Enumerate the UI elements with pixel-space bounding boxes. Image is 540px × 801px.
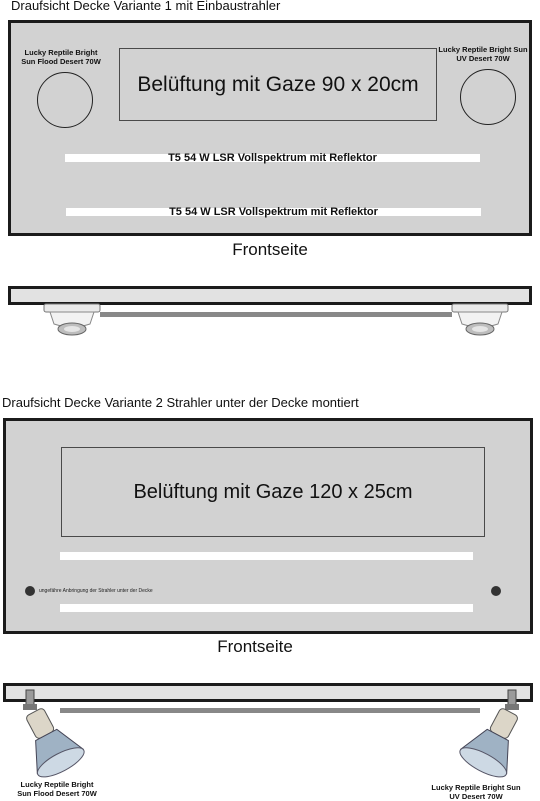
v2-lamp-left-line2: Sun Flood Desert 70W <box>17 789 97 798</box>
variant1-side-tube <box>100 312 452 317</box>
variant1-recessed-lamp-left-icon <box>44 304 100 338</box>
tube-1-label: T5 54 W LSR Vollspektrum mit Reflektor <box>168 152 377 164</box>
variant2-spot-note: ungefähre Anbringung der Strahler unter der Decke <box>39 588 153 594</box>
variant2-top-view-panel <box>3 418 533 634</box>
variant2-spot-left-marker <box>25 586 35 596</box>
variant1-front-label: Frontseite <box>232 240 308 259</box>
variant1-caption: Draufsicht Decke Variante 1 mit Einbaustrahler <box>11 0 281 13</box>
variant1-recessed-lamp-right-icon <box>452 304 508 338</box>
variant2-lamp-right-label <box>420 783 532 801</box>
variant2-spot-right-marker <box>491 586 501 596</box>
lamp-left-line1: Lucky Reptile Bright <box>24 48 98 57</box>
variant2-tube-2 <box>60 604 473 612</box>
v2-lamp-right-line1: Lucky Reptile Bright Sun <box>431 783 521 792</box>
lamp-right-line1: Lucky Reptile Bright Sun <box>438 45 528 54</box>
variant1-lamp-right-cutout <box>460 69 516 125</box>
variant2-tube-1 <box>60 552 473 560</box>
variant2-spot-lamp-left-icon <box>12 690 92 780</box>
tube-2-label: T5 54 W LSR Vollspektrum mit Reflektor <box>169 206 378 218</box>
variant1-lamp-left-label <box>11 48 111 66</box>
variant2-caption: Draufsicht Decke Variante 2 Strahler unter der Decke montiert <box>2 395 359 410</box>
variant2-vent: Belüftung mit Gaze 120 x 25cm <box>61 447 485 537</box>
variant2-spot-lamp-right-icon <box>452 690 532 780</box>
variant1-lamp-right-label <box>433 45 533 63</box>
variant2-lamp-left-label <box>2 780 112 798</box>
v2-lamp-right-line2: UV Desert 70W <box>449 792 503 801</box>
variant1-lamp-left-cutout <box>37 72 93 128</box>
v2-lamp-left-line1: Lucky Reptile Bright <box>20 780 94 789</box>
lamp-right-line2: UV Desert 70W <box>456 54 510 63</box>
variant1-tube-1 <box>65 154 480 162</box>
variant2-front-label: Frontseite <box>217 637 293 656</box>
variant1-side-view-bar <box>8 286 532 305</box>
variant2-side-tube <box>60 708 480 713</box>
variant1-tube-2 <box>66 208 481 216</box>
variant1-top-view-panel <box>8 20 532 236</box>
variant1-vent: Belüftung mit Gaze 90 x 20cm <box>119 48 437 121</box>
lamp-left-line2: Sun Flood Desert 70W <box>21 57 101 66</box>
